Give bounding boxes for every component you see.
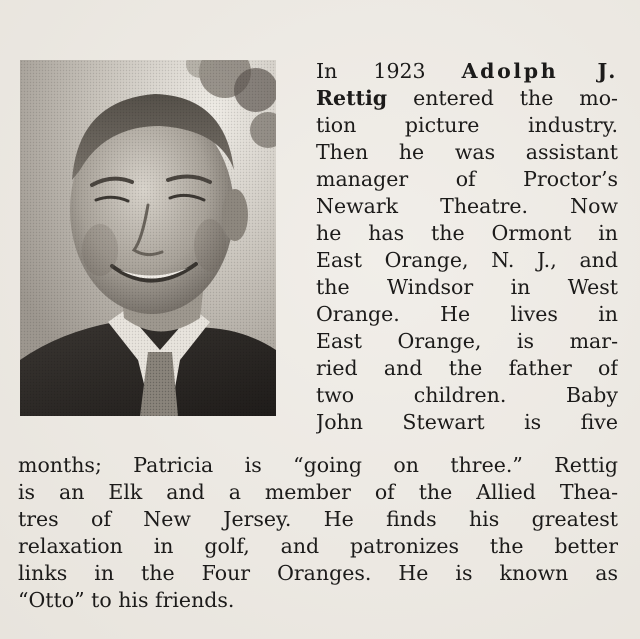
portrait-photo [20, 60, 276, 416]
text-line: tion picture industry. [316, 113, 618, 137]
person-surname: Rettig [316, 86, 388, 110]
text-line: John Stewart is five [316, 410, 618, 434]
text-line: links in the Four Oranges. He is known as [18, 561, 618, 585]
text-line: Then he was assistant [316, 140, 618, 164]
text-column [316, 58, 618, 436]
text-line: Newark Theatre. Now [316, 194, 618, 218]
text-line: tres of New Jersey. He finds his greatest [18, 507, 618, 531]
person-name: Adolph J. [461, 59, 618, 83]
text-line [316, 58, 618, 85]
text-line: East Orange, N. J., and [316, 248, 618, 272]
text-line: relaxation in golf, and patronizes the better [18, 534, 618, 558]
text-line: the Windsor in West [316, 275, 618, 299]
text-line: Orange. He lives in [316, 302, 618, 326]
text-line: “Otto” to his friends. [18, 588, 235, 612]
text-line: months; Patricia is “going on three.” Rettig [18, 453, 618, 477]
text-line: ried and the father of [316, 356, 618, 380]
text-line: East Orange, is mar- [316, 329, 618, 353]
text-full-width [18, 452, 618, 614]
text-line: manager of Proctor’s [316, 167, 618, 191]
text-line: two children. Baby [316, 383, 618, 407]
text-line: is an Elk and a member of the Allied Thea- [18, 480, 618, 504]
text-line: Rettig entered the mo- [316, 86, 618, 110]
intro-year: In 1923 [316, 59, 462, 83]
text-line: he has the Ormont in [316, 221, 618, 245]
